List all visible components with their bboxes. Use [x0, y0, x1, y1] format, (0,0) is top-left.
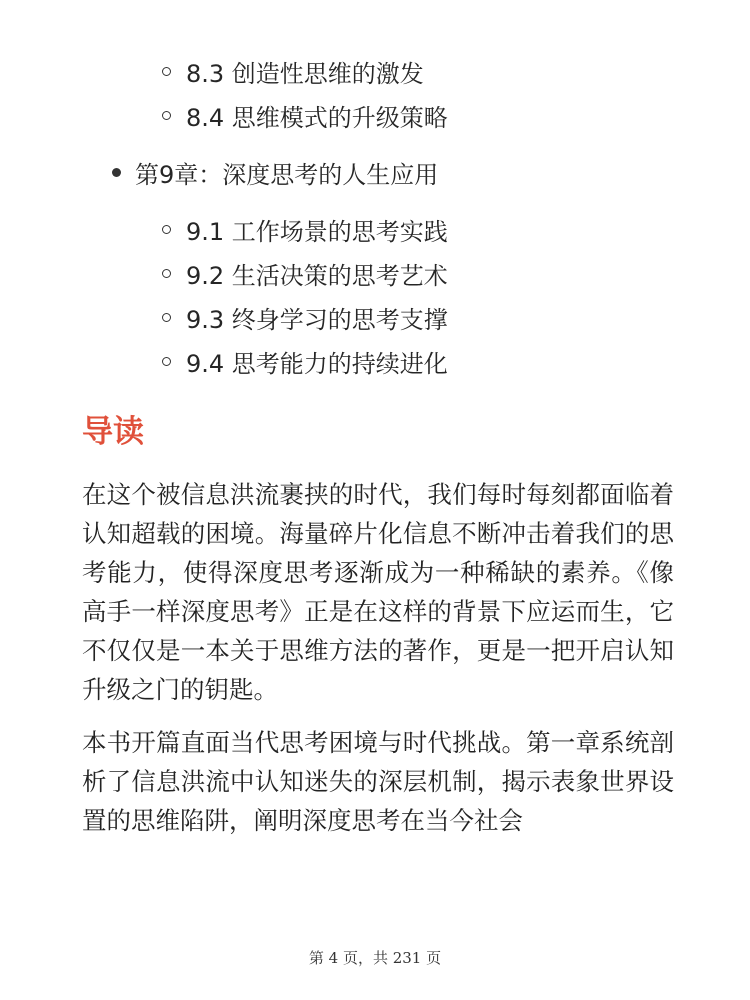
body-paragraph: 在这个被信息洪流裹挟的时代，我们每时每刻都面临着认知超载的困境。海量碎片化信息不断冲击着我们的思考能力，使得深度思考逐渐成为一种稀缺的素养。《像高手一样深度思考》正是在这样的背景下应运而生，它不仅仅是一本关于思维方法的著作，更是一把开启认知升级之门的钥匙。	[82, 480, 674, 704]
body-paragraph: 本书开篇直面当代思考困境与时代挑战。第一章系统剖析了信息洪流中认知迷失的深层机制，揭示表象世界设置的思维陷阱，阐明深度思考在当今社会	[82, 728, 674, 835]
toc-item-9-1	[162, 209, 448, 249]
toc-item-label: 8.3 创造性思维的激发	[186, 59, 424, 88]
toc-item-8-4	[162, 95, 448, 135]
hollow-bullet-icon	[162, 111, 171, 120]
toc-item-label: 9.3 终身学习的思考支撑	[186, 305, 448, 334]
toc-chapter-label: 第9章：深度思考的人生应用	[135, 160, 439, 189]
hollow-bullet-icon	[162, 313, 171, 322]
section-heading: 导读	[82, 414, 144, 450]
toc-item-9-3	[162, 297, 448, 337]
toc-item-9-4	[162, 341, 448, 381]
hollow-bullet-icon	[162, 357, 171, 366]
page-number: 第 4 页，共 231 页	[308, 949, 442, 967]
filled-bullet-icon	[112, 168, 121, 177]
hollow-bullet-icon	[162, 269, 171, 278]
toc-item-label: 9.1 工作场景的思考实践	[186, 217, 448, 246]
toc-item-9-2	[162, 253, 448, 293]
toc-item-label: 9.2 生活决策的思考艺术	[186, 261, 448, 290]
toc-item-label: 9.4 思考能力的持续进化	[186, 349, 448, 378]
hollow-bullet-icon	[162, 67, 171, 76]
toc-item-8-3	[162, 51, 424, 91]
hollow-bullet-icon	[162, 225, 171, 234]
toc-chapter-9	[112, 152, 438, 192]
toc-item-label: 8.4 思维模式的升级策略	[186, 103, 448, 132]
